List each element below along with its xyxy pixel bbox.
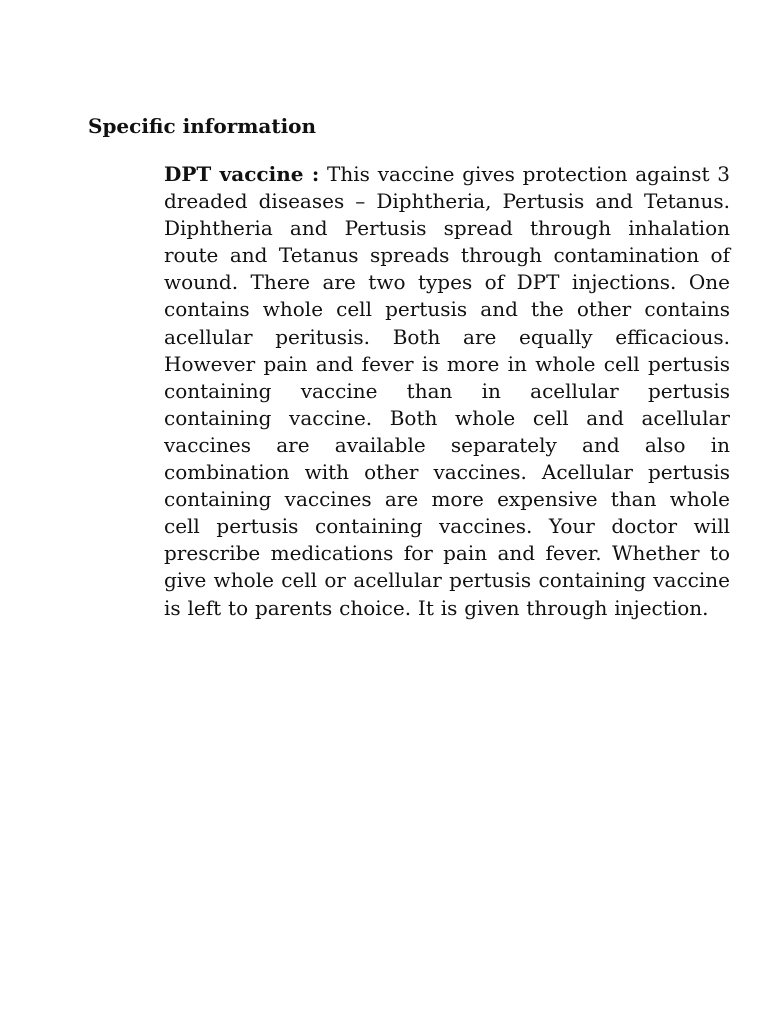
- dpt-vaccine-paragraph: [164, 161, 730, 622]
- paragraph-term: DPT vaccine :: [164, 162, 320, 186]
- section-heading: Specific information: [88, 114, 317, 138]
- paragraph-text: This vaccine gives protection against 3 dreaded diseases – Diphtheria, Pertusis and Tetanus. Diphtheria and Pertusis spread through inhalation route and Tetanus spreads through contamination of wound. There are two types of DPT injections. One contains whole cell pertusis and the other contains acellular peritusis. Both are equally efficacious. However pain and fever is more in whole cell pertusis containing vaccine than in acellular pertusis containing vaccine. Both whole cell and acellular vaccines are available separately and also in combination with other vaccines. Acellular pertusis containing vaccines are more expensive than whole cell pertusis containing vaccines. Your doctor will prescribe medications for pain and fever. Whether to give whole cell or acellular pertusis containing vaccine is left to parents choice. It is given through injection.: [164, 162, 731, 620]
